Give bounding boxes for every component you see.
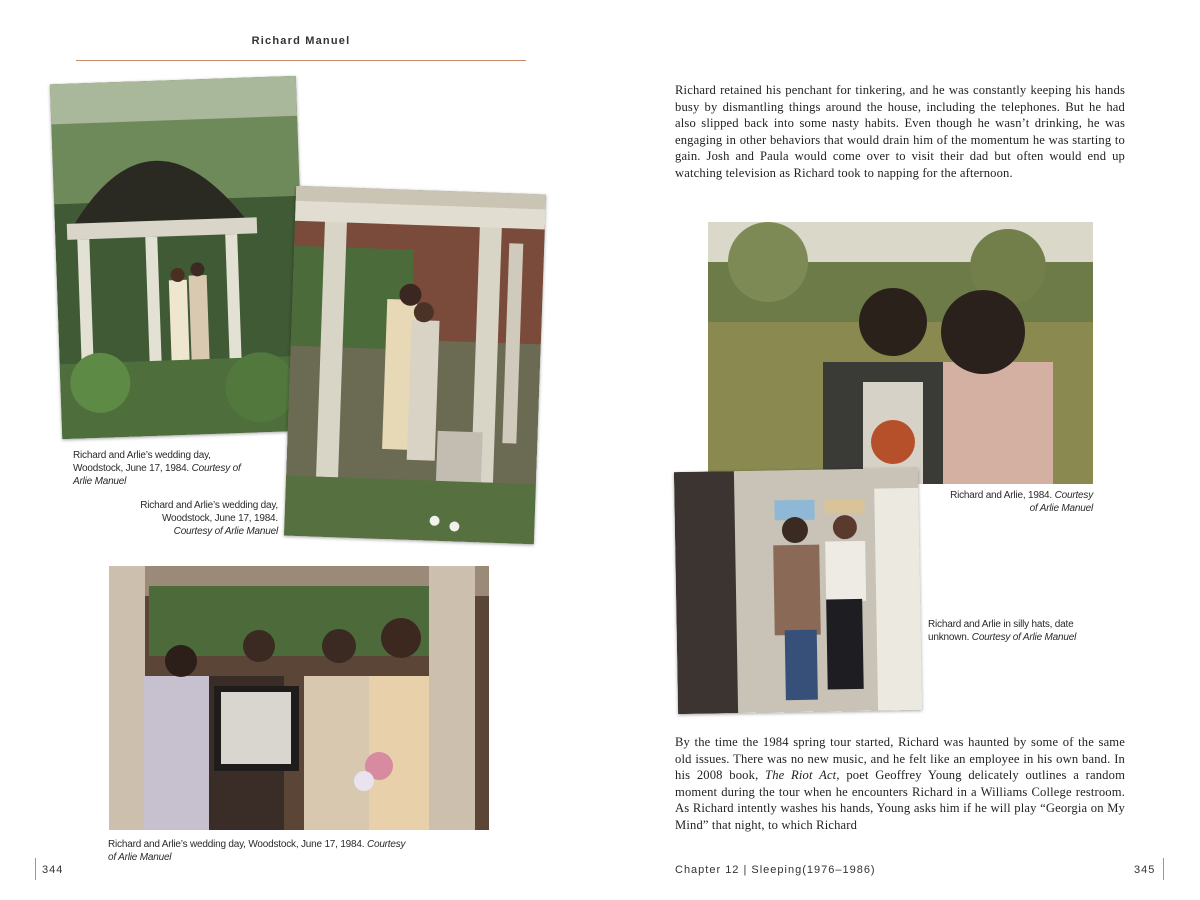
- paragraph-2-part-2: , poet Geoffrey Young delicately outlines a random moment during the tour when he encounters Richard in a Williams College restroom. As Richard intently washes his hands, Young asks him if he will play “Georgia on My Mind” that night, to which Richard: [675, 768, 1126, 832]
- page-number-left: 344: [42, 864, 64, 876]
- footer-bar-left: [35, 858, 36, 880]
- caption-photo-5: Richard and Arlie in silly hats, date unknown. Courtesy of Arlie Manuel: [928, 619, 1077, 643]
- paragraph-2: [675, 734, 1125, 834]
- page-number-right: 345: [1134, 864, 1156, 876]
- footer-bar-right: [1163, 858, 1164, 880]
- caption-photo-4: Richard and Arlie, 1984. Courtesy of Arlie Manuel: [950, 490, 1093, 514]
- caption-photo-2: Richard and Arlie’s wedding day, Woodstock, June 17, 1984. Courtesy of Arlie Manuel: [140, 500, 278, 537]
- photo-wedding-group: [109, 566, 489, 830]
- running-header: Richard Manuel: [251, 35, 351, 47]
- book-title: The Riot Act: [765, 768, 837, 783]
- header-rule: [76, 60, 526, 61]
- caption-photo-1: Richard and Arlie’s wedding day, Woodstock, June 17, 1984. Courtesy of Arlie Manuel: [73, 450, 241, 487]
- caption-photo-3: Richard and Arlie’s wedding day, Woodstock, June 17, 1984. Courtesy of Arlie Manuel: [108, 839, 406, 863]
- photo-couple-park: [708, 222, 1093, 484]
- chapter-footer: Chapter 12 | Sleeping(1976–1986): [675, 864, 876, 876]
- photo-wedding-gazebo: [50, 76, 308, 439]
- paragraph-1: Richard retained his penchant for tinkering, and he was constantly keeping his hands busy by dismantling things around the house, including the telephones. But he had also slipped back into some nasty habits. Even though he wasn’t drinking, he was engaging in other behaviors that would drain him of the momentum he was starting to gain. Josh and Paula would come over to visit their dad but often would end up watching television as Richard took to napping for the afternoon.: [675, 83, 1125, 180]
- photo-wedding-embrace: [284, 186, 546, 545]
- photo-silly-hats: [674, 468, 922, 714]
- paragraph-2-part-1: By the time the 1984 spring tour started, Richard was haunted by some of the same old issues. There was no new music, and he felt like an employee in his own band. In his 2008 book,: [675, 735, 1125, 783]
